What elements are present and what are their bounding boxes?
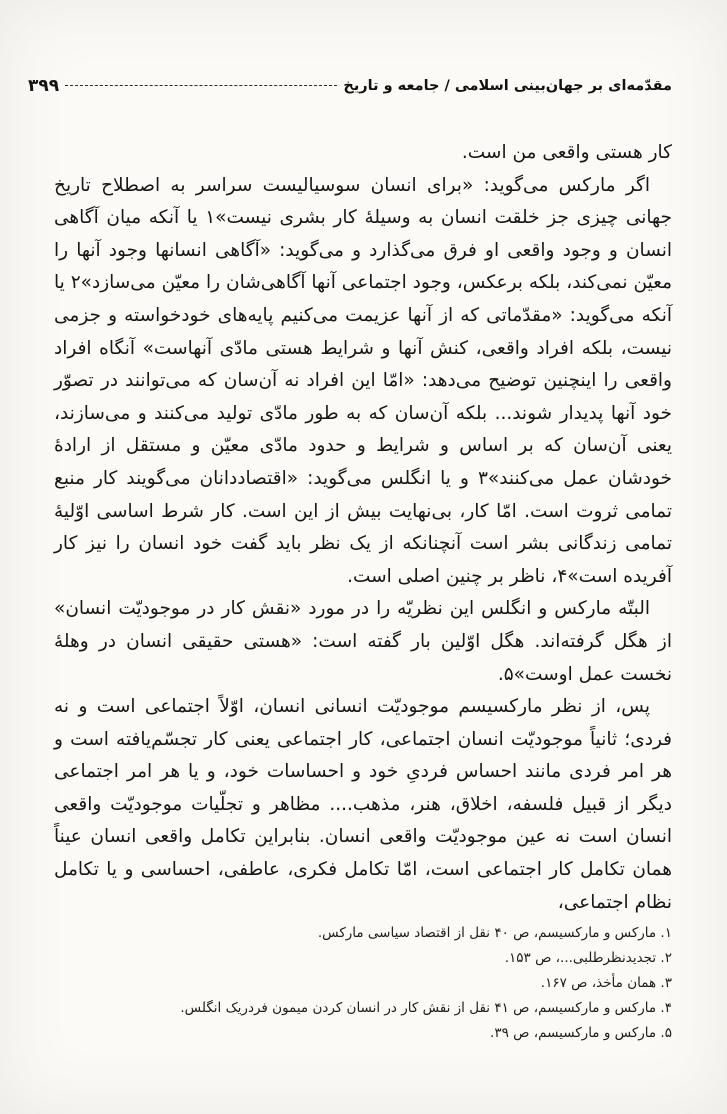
body-text xyxy=(54,137,672,919)
footnote-3: ۳. همان مأخذ، ص ۱۶۷. xyxy=(540,975,672,991)
page-header xyxy=(28,76,672,96)
paragraph-continuation: کار هستی واقعی من است. xyxy=(461,142,672,163)
header-rule-line xyxy=(65,85,337,86)
paragraph-marxism-view: پس، از نظر مارکسیسم موجودیّت انسانی انسان، اوّلاً اجتماعی است و نه فردی؛ ثانیاً موجودیّت انسان اجتماعی، کار اجتماعی یعنی کار تجسّم‌یافته است و هر امر فردی مانند احساس فردیِ خود و احساسات خود، و یا هر امر اجتماعی دیگر از قبیل فلسفه، اخلاق، هنر، مذهب.... مظاهر و تجلّیات موجودیّت واقعی انسان است نه عین موجودیّت واقعی انسان. بنابراین تکامل واقعی انسان عیناً همان تکامل کار اجتماعی است، امّا تکامل فکری، عاطفی، احساسی و یا تکامل نظام اجتماعی، xyxy=(54,696,672,913)
footnote-5: ۵. مارکس و مارکسیسم، ص ۳۹. xyxy=(490,1025,672,1041)
page-number: ۳۹۹ xyxy=(28,76,60,96)
footnote-1: ۱. مارکس و مارکسیسم، ص ۴۰ نقل از اقتصاد سیاسی مارکس. xyxy=(317,925,672,941)
footnote-4: ۴. مارکس و مارکسیسم، ص ۴۱ نقل از نقش کار در انسان کردن میمون فردریک انگلس. xyxy=(180,1000,672,1016)
paragraph-hegel: البتّه مارکس و انگلس این نظریّه را در مورد «نقش کار در موجودیّت انسان» از هگل گرفته‌اند. هگل اوّلین بار گفته است: «هستی حقیقی انسان در وهلهٔ نخست عمل اوست»۵. xyxy=(54,598,672,685)
header-title: مقدّمه‌ای بر جهان‌بینی اسلامی / جامعه و تاریخ xyxy=(343,78,672,94)
footnote-2: ۲. تجدیدنظرطلبی...، ص ۱۵۳. xyxy=(504,950,672,966)
paragraph-marx-quotes: اگر مارکس می‌گوید: «برای انسان سوسیالیست سراسر به اصطلاح تاریخ جهانی چیزی جز خلقت انسان به وسیلهٔ کار بشری نیست»۱ یا آنکه میان آگاهی انسان و وجود واقعی او فرق می‌گذارد و می‌گوید: «آگاهی انسانها وجود آنها را معیّن نمی‌کند، بلکه برعکس، وجود اجتماعی آنها آگاهی‌شان را معیّن می‌سازد»۲ یا آنکه می‌گوید: «مقدّماتی که از آنها عزیمت می‌کنیم پایه‌های خودخواسته و جزمی نیست، بلکه افراد واقعی، کنش آنها و شرایط هستی مادّی آنهاست» آنگاه افراد واقعی را اینچنین توضیح می‌دهد: «امّا این افراد نه آن‌سان که می‌توانند در تصوّر خود آنها پدیدار شوند... بلکه آن‌سان که به طور مادّی تولید می‌کنند و می‌سازند، یعنی آن‌سان که بر اساس و شرایط و حدود مادّی معیّن و مستقل از ارادهٔ خودشان عمل می‌کنند»۳ و یا انگلس می‌گوید: «اقتصاددانان می‌گویند کار منبع تمامی ثروت است. امّا کار، بی‌نهایت بیش از این است. کار شرط اساسی اوّلیهٔ تمامی زندگانی بشر است آنچنانکه از یک نظر باید گفت خود انسان را نیز کار آفریده است»۴، ناظر بر چنین اصلی است. xyxy=(54,174,672,587)
footnotes-section xyxy=(54,921,672,1046)
